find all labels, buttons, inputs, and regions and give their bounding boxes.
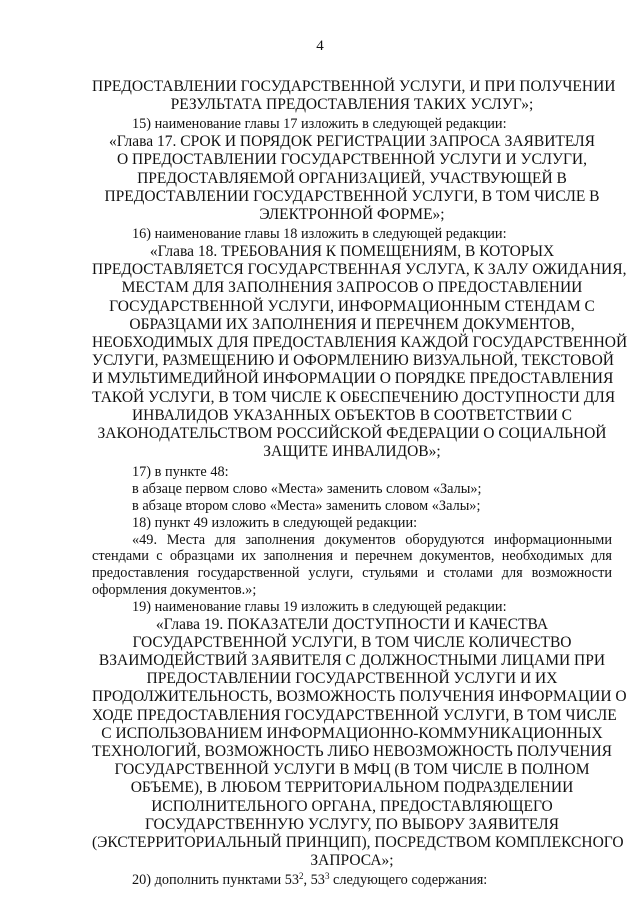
heading-line: ВЗАИМОДЕЙСТВИЙ ЗАЯВИТЕЛЯ С ДОЛЖНОСТНЫМИ ЛИЦАМИ ПРИ [98, 652, 606, 670]
item-20-mid: , 53 [303, 872, 325, 889]
heading-line: ПРОДОЛЖИТЕЛЬНОСТЬ, ВОЗМОЖНОСТЬ ПОЛУЧЕНИЯ ИНФОРМАЦИИ О [92, 688, 627, 706]
heading-line: ЭЛЕКТРОННОЙ ФОРМЕ»; [259, 206, 445, 224]
item-17: 17) в пункте 48: [132, 464, 229, 481]
heading-line: «Глава 18. ТРЕБОВАНИЯ К ПОМЕЩЕНИЯМ, В КОТОРЫХ [149, 243, 555, 261]
item-15: 15) наименование главы 17 изложить в следующей редакции: [132, 116, 507, 133]
heading-line: ЗАЩИТЕ ИНВАЛИДОВ»; [263, 443, 441, 461]
heading-line: ПРЕДОСТАВЛЯЕМОЙ ОРГАНИЗАЦИЕЙ, УЧАСТВУЮЩЕЙ В [137, 169, 567, 187]
chapter-19-title [92, 615, 627, 871]
chapter-18-title [92, 243, 628, 461]
superscript: 2 [299, 871, 304, 882]
heading-line: И МУЛЬТИМЕДИЙНОЙ ИНФОРМАЦИИ О ПОРЯДКЕ ПРЕДОСТАВЛЕНИЯ [92, 370, 614, 388]
item-18: 18) пункт 49 изложить в следующей редакции: [132, 514, 418, 531]
heading-line: МЕСТАМ ДЛЯ ЗАПОЛНЕНИЯ ЗАПРОСОВ О ПРЕДОСТАВЛЕНИИ [121, 279, 583, 297]
heading-line: УСЛУГИ, РАЗМЕЩЕНИЮ И ОФОРМЛЕНИЮ ВИЗУАЛЬНОЙ, ТЕКСТОВОЙ [92, 352, 615, 370]
item-20-prefix: 20) дополнить пунктами 53 [132, 872, 299, 889]
heading-line: О ПРЕДОСТАВЛЕНИИ ГОСУДАРСТВЕННОЙ УСЛУГИ И УСЛУГИ, [116, 151, 587, 169]
heading-line: ОБРАЗЦАМИ ИХ ЗАПОЛНЕНИЯ И ПЕРЕЧНЕМ ДОКУМЕНТОВ, [129, 315, 575, 333]
superscript: 3 [324, 871, 330, 882]
document-body [92, 78, 628, 889]
heading-line: ЗАПРОСА»; [310, 852, 394, 870]
item-20 [92, 872, 612, 889]
item-20-suffix: следующего содержания: [329, 872, 488, 889]
item-16: 16) наименование главы 18 изложить в следующей редакции: [132, 226, 507, 243]
heading-line: ГОСУДАРСТВЕННОЙ УСЛУГИ, ИНФОРМАЦИОННЫМ СТЕНДАМ С [109, 297, 595, 315]
chapter-17-title [92, 133, 612, 224]
item-17-b: в абзаце втором слово «Места» заменить словом «Залы»; [132, 498, 481, 515]
heading-line: РЕЗУЛЬТАТА ПРЕДОСТАВЛЕНИЯ ТАКИХ УСЛУГ»; [170, 96, 534, 114]
heading-line: «Глава 19. ПОКАЗАТЕЛИ ДОСТУПНОСТИ И КАЧЕСТВА [155, 615, 549, 633]
heading-line: С ИСПОЛЬЗОВАНИЕМ ИНФОРМАЦИОННО-КОММУНИКАЦИОННЫХ [101, 724, 603, 742]
heading-line: ПРЕДОСТАВЛЕНИИ ГОСУДАРСТВЕННОЙ УСЛУГИ И ИХ [146, 670, 558, 688]
page-number: 4 [316, 38, 324, 54]
heading-line: (ЭКСТЕРРИТОРИАЛЬНЫЙ ПРИНЦИП), ПОСРЕДСТВОМ КОМПЛЕКСНОГО [92, 834, 624, 852]
heading-line: ПРЕДОСТАВЛЕНИИ ГОСУДАРСТВЕННОЙ УСЛУГИ, И ПРИ ПОЛУЧЕНИИ [92, 78, 616, 95]
heading-line: ХОДЕ ПРЕДОСТАВЛЕНИЯ ГОСУДАРСТВЕННОЙ УСЛУГИ, В ТОМ ЧИСЛЕ [92, 706, 617, 724]
heading-line: ИСПОЛНИТЕЛЬНОГО ОРГАНА, ПРЕДОСТАВЛЯЮЩЕГО [151, 797, 553, 815]
heading-line: ГОСУДАРСТВЕННОЙ УСЛУГИ В МФЦ (В ТОМ ЧИСЛЕ В ПОЛНОМ [114, 761, 590, 779]
item-17-a: в абзаце первом слово «Места» заменить словом «Залы»; [132, 481, 482, 498]
heading-line: ОБЪЕМЕ), В ЛЮБОМ ТЕРРИТОРИАЛЬНОМ ПОДРАЗДЕЛЕНИИ [130, 779, 574, 797]
heading-line: ГОСУДАРСТВЕННУЮ УСЛУГУ, ПО ВЫБОРУ ЗАЯВИТЕЛЯ [144, 815, 560, 833]
heading-line: НЕОБХОДИМЫХ ДЛЯ ПРЕДОСТАВЛЕНИЯ КАЖДОЙ ГОСУДАРСТВЕННОЙ [92, 334, 628, 352]
heading-line: ТЕХНОЛОГИЙ, ВОЗМОЖНОСТЬ ЛИБО НЕВОЗМОЖНОСТЬ ПОЛУЧЕНИЯ [92, 743, 613, 761]
heading-line: ЗАКОНОДАТЕЛЬСТВОМ РОССИЙСКОЙ ФЕДЕРАЦИИ О СОЦИАЛЬНОЙ [97, 425, 607, 443]
item-19: 19) наименование главы 19 изложить в следующей редакции: [132, 598, 507, 615]
paragraph-49: «49. Места для заполнения документов оборудуются информационными стендами с образцами их заполнения и перечнем документов, необходимых для предоставления государственной услуги, стульями и столами для возможности оформления документов.»; [92, 531, 612, 599]
heading-line: «Глава 17. СРОК И ПОРЯДОК РЕГИСТРАЦИИ ЗАПРОСА ЗАЯВИТЕЛЯ [109, 133, 595, 151]
heading-line: ПРЕДОСТАВЛЕНИИ ГОСУДАРСТВЕННОЙ УСЛУГИ, В ТОМ ЧИСЛЕ В [104, 187, 600, 205]
heading-line: ИНВАЛИДОВ УКАЗАННЫХ ОБЪЕКТОВ В СООТВЕТСТВИИ С [131, 406, 573, 424]
heading-line: ПРЕДОСТАВЛЯЕТСЯ ГОСУДАРСТВЕННАЯ УСЛУГА, К ЗАЛУ ОЖИДАНИЯ, [92, 261, 627, 279]
heading-line: ГОСУДАРСТВЕННОЙ УСЛУГИ, В ТОМ ЧИСЛЕ КОЛИЧЕСТВО [132, 633, 572, 651]
heading-line: ТАКОЙ УСЛУГИ, В ТОМ ЧИСЛЕ К ОБЕСПЕЧЕНИЮ ДОСТУПНОСТИ ДЛЯ [92, 388, 616, 406]
